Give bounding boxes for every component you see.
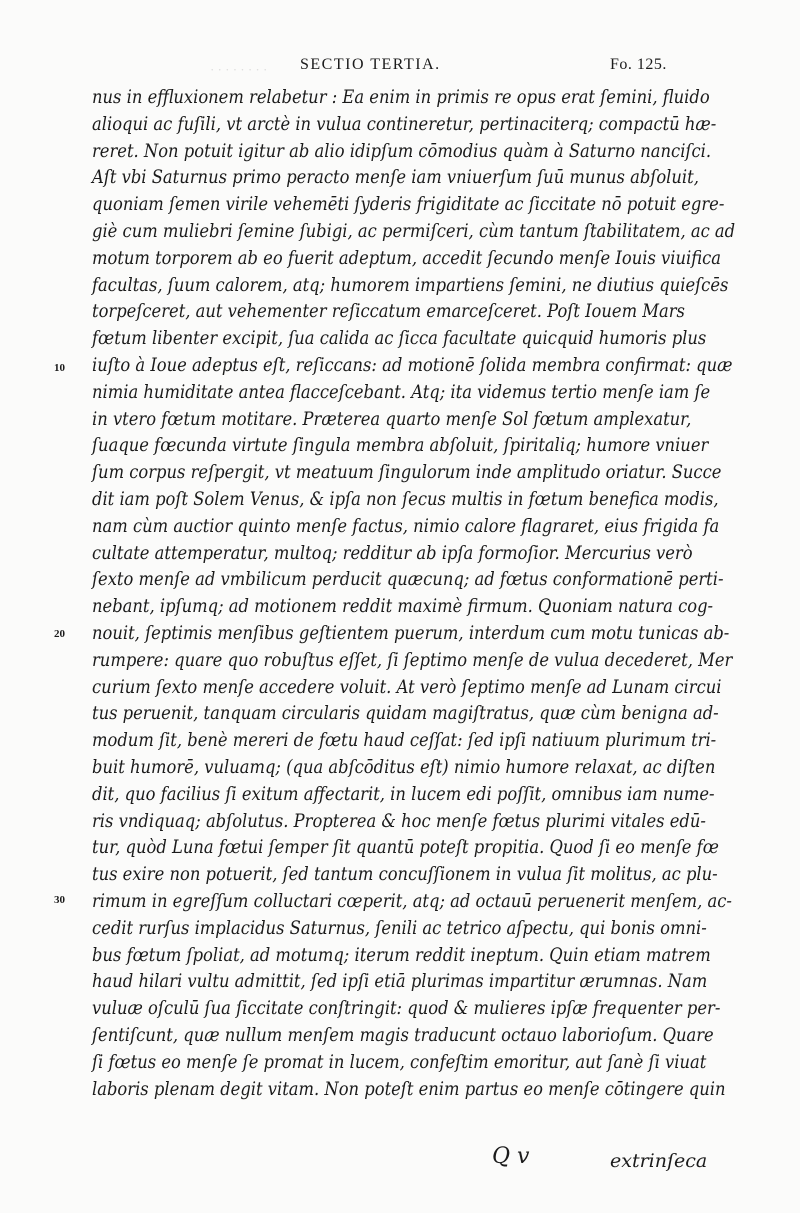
- text-line: dit iam poſt Solem Venus, & ipſa non ſecus multis in fœtum benefica modis,: [92, 488, 719, 510]
- text-line: torpeſceret, aut vehementer reſiccatum emarceſceret. Poſt Iouem Mars: [92, 300, 685, 323]
- text-line: facultas, ſuum calorem, atq; humorem impartiens ſemini, ne diutius quieſcēs: [92, 273, 729, 296]
- line-number-20: 20: [54, 628, 65, 640]
- text-line: rimum in egreſſum colluctari cœperit, atq; ad octauū peruenerit menſem, ac-: [92, 890, 732, 912]
- text-line: nouit, ſeptimis menſibus geſtientem puerum, interdum cum motu tunicas ab-: [92, 622, 730, 644]
- text-line: rumpere: quare quo robuſtus eſſet, ſi ſeptimo menſe de vulua decederet, Mer: [92, 648, 733, 671]
- text-line: ſum corpus reſpergit, vt meatuum ſingulorum inde amplitudo oriatur. Succe: [92, 461, 722, 484]
- text-line: tus peruenit, tanquam circularis quidam magiſtratus, quæ cùm benigna ad-: [92, 702, 719, 725]
- text-line: haud hilari vultu admittit, ſed ipſi etiā plurimas impartitur ærumnas. Nam: [92, 970, 708, 993]
- text-line: in vtero fœtum motitare. Præterea quarto menſe Sol fœtum amplexatur,: [92, 407, 692, 430]
- line-number-10: 10: [54, 362, 65, 374]
- text-line: tus exire non potuerit, ſed tantum concuſſionem in vulua ſit molitus, ac plu-: [92, 863, 718, 886]
- signature-mark: Q v: [492, 1144, 530, 1169]
- text-line: ſuaque fœcunda virtute ſingula membra abſoluit, ſpiritaliq; humore vniuer: [92, 434, 709, 457]
- text-line: dit, quo facilius ſi exitum affectarit, in lucem edi poſſit, omnibus iam nume-: [92, 782, 715, 805]
- text-line: nam cùm auctior quinto menſe factus, nimio calore flagraret, eius frigida fa: [92, 514, 720, 537]
- text-line: iuſto à Ioue adeptus eſt, reſiccans: ad motionē ſolida membra confirmat: quæ: [92, 354, 733, 376]
- text-line: nus in effluxionem relabetur : Ea enim in primis re opus erat ſemini, fluido: [92, 86, 710, 108]
- text-line: laboris plenam degit vitam. Non poteſt enim partus eo menſe cōtingere quin: [92, 1077, 726, 1100]
- text-line: vuluæ oſculū ſua ſiccitate conſtringit: quod & mulieres ipſæ frequenter per-: [92, 997, 721, 1020]
- text-line: quoniam ſemen virile vehemēti ſyderis frigiditate ac ſiccitate nō potuit egre-: [92, 193, 725, 216]
- text-line: cedit rurſus implacidus Saturnus, ſenili ac tetrico aſpectu, qui bonis omni-: [92, 916, 707, 939]
- text-line: nimia humiditate antea flacceſcebant. Atq; ita videmus tertio menſe iam ſe: [92, 380, 711, 403]
- text-line: reret. Non potuit igitur ab alio idipſum cōmodius quàm à Saturno nanciſci.: [92, 139, 712, 162]
- text-line: fœtum libenter excipit, ſua calida ac ſicca facultate quicquid humoris plus: [92, 327, 707, 350]
- text-line: ris vndiquaq; abſolutus. Propterea & hoc menſe fœtus plurimi vitales edū-: [92, 809, 706, 832]
- text-line: cultate attemperatur, multoq; redditur ab ipſa formoſior. Mercurius verò: [92, 541, 693, 564]
- text-line: ſentiſcunt, quæ nullum menſem magis traducunt octauo laborioſum. Quare: [92, 1024, 714, 1046]
- line-number-30: 30: [54, 894, 65, 906]
- text-line: Aſt vbi Saturnus primo peracto menſe iam vniuerſum ſuū munus abſoluit,: [92, 166, 699, 189]
- text-line: giè cum muliebri ſemine ſubigi, ac permiſceri, cùm tantum ſtabilitatem, ac ad: [92, 220, 736, 242]
- catchword: extrinſeca: [610, 1150, 708, 1172]
- folio-number: Fo. 125.: [610, 56, 667, 73]
- text-line: curium ſexto menſe accedere voluit. At verò ſeptimo menſe ad Lunam circui: [92, 675, 722, 698]
- text-line: ſexto menſe ad vmbilicum perducit quæcunq; ad fœtus conformationē perti-: [92, 568, 724, 591]
- running-head: [0, 52, 800, 82]
- text-line: ſi fœtus eo menſe ſe promat in lucem, confeſtim emoritur, aut ſanè ſi viuat: [92, 1050, 707, 1073]
- text-line: nebant, ipſumq; ad motionem reddit maximè firmum. Quoniam natura cog-: [92, 595, 714, 618]
- text-line: alioqui ac fuſili, vt arctè in vulua contineretur, pertinaciterq; compactū hæ-: [92, 112, 717, 135]
- show-through-residue: · · · · · · · ·: [210, 62, 268, 77]
- text-line: modum ſit, benè mereri de fœtu haud ceſſat: ſed ipſi natiuum plurimum tri-: [92, 729, 717, 752]
- text-line: motum torporem ab eo fuerit adeptum, accedit ſecundo menſe Iouis viuifica: [92, 246, 722, 269]
- text-line: tur, quòd Luna fœtui ſemper ſit quantū poteſt propitia. Quod ſi eo menſe fœ: [92, 836, 719, 859]
- text-line: bus fœtum ſpoliat, ad motumq; iterum reddit ineptum. Quin etiam matrem: [92, 943, 711, 966]
- section-title: SECTIO TERTIA.: [300, 56, 441, 73]
- text-line: buit humorē, vuluamq; (qua abſcōditus eſt) nimio humore relaxat, ac diſten: [92, 756, 716, 778]
